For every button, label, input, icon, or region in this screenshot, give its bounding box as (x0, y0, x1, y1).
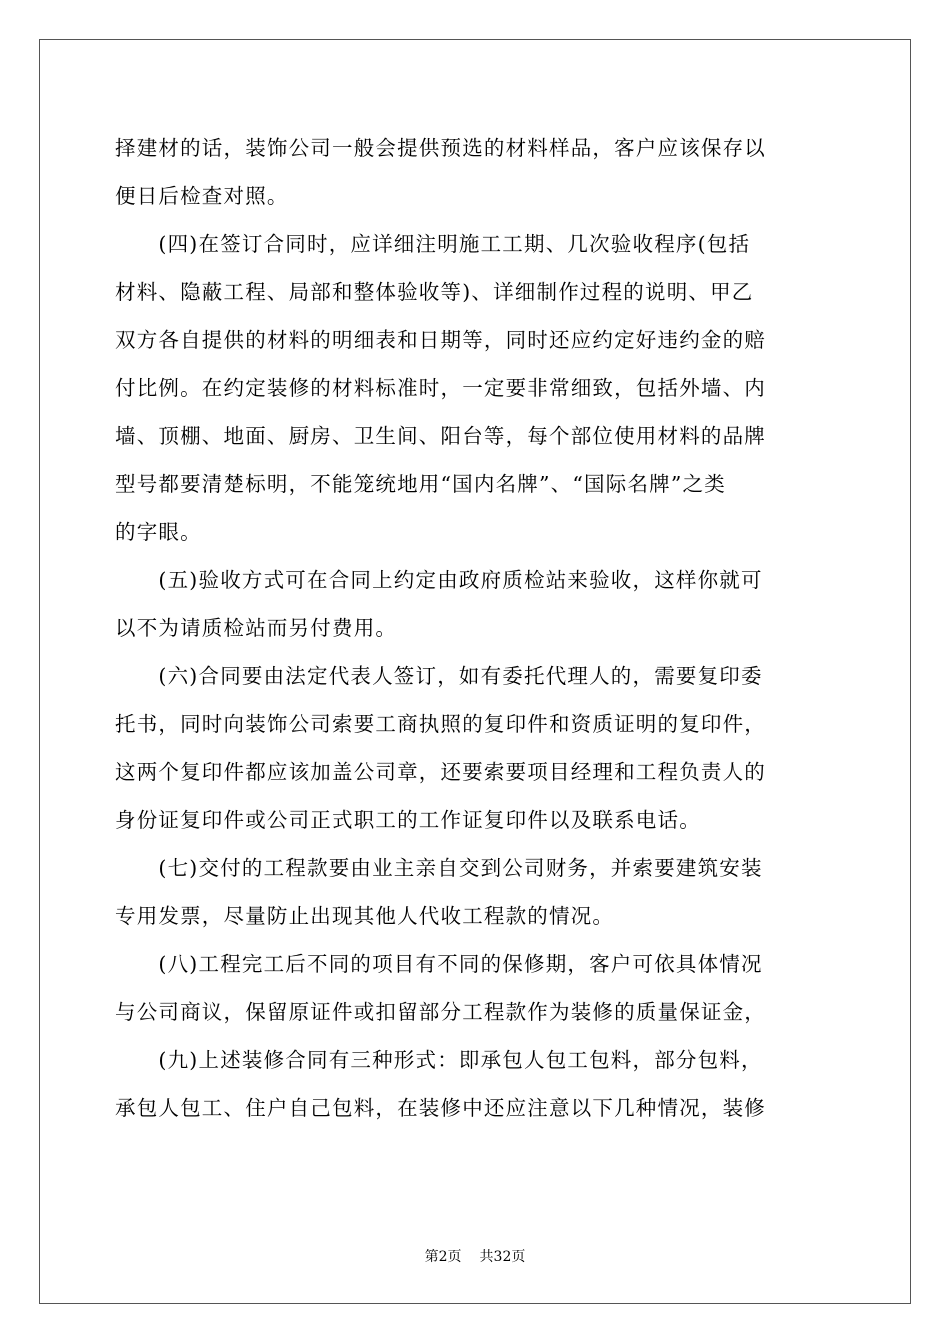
paragraph-item-7: (七)交付的工程款要由业主亲自交到公司财务，并索要建筑安装 专用发票，尽量防止出现其他人代收工程款的情况。 (115, 856, 763, 928)
page-number: 第2页 (424, 1249, 462, 1265)
page-footer (0, 1246, 950, 1266)
paragraph-item-8: (八)工程完工后不同的项目有不同的保修期，客户可依具体情况 与公司商议，保留原证件或扣留部分工程款作为装修的质量保证金， (115, 952, 766, 1024)
paragraph-item-4: (四)在签订合同时，应详细注明施工工期、几次验收程序(包括 材料、隐蔽工程、局部和整体验收等)、详细制作过程的说明、甲乙 双方各自提供的材料的明细表和日期等，同时还应约定好违约金的赔 付比例。在约定装修的材料标准时，一定要非常细致，包括外墙、内 墙、顶棚、地面、厨房、卫生间、阳台等，每个部位使用材料的品牌 型号都要清楚标明，不能笼统地用“国内名牌”、“国际名牌”之类 的字眼。 (115, 232, 766, 544)
paragraph-item-9: (九)上述装修合同有三种形式：即承包人包工包料，部分包料， 承包人包工、住户自己包料，在装修中还应注意以下几种情况，装修 (115, 1048, 766, 1120)
document-body (115, 124, 835, 1132)
paragraph-continuation: 择建材的话，装饰公司一般会提供预选的材料样品，客户应该保存以 便日后检查对照。 (115, 136, 766, 208)
page-total: 共32页 (479, 1249, 526, 1265)
paragraph-item-5: (五)验收方式可在合同上约定由政府质检站来验收，这样你就可 以不为请质检站而另付费用。 (115, 568, 763, 640)
paragraph-item-6: (六)合同要由法定代表人签订，如有委托代理人的，需要复印委 托书，同时向装饰公司索要工商执照的复印件和资质证明的复印件， 这两个复印件都应该加盖公司章，还要索要项目经理和工程负责人的 身份证复印件或公司正式职工的工作证复印件以及联系电话。 (115, 664, 766, 832)
